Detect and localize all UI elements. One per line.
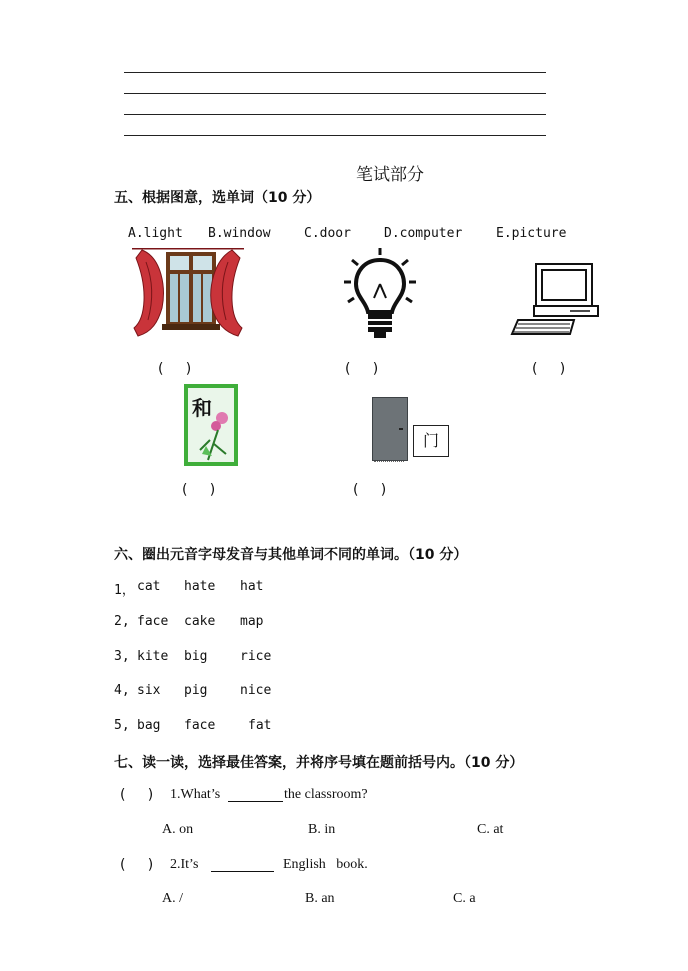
blank-window[interactable]: ( ) (158, 361, 192, 377)
q7-item-1-option-a[interactable]: A. on (162, 822, 194, 837)
light-bulb-image (340, 246, 420, 342)
q7-item-2-option-b[interactable]: B. an (305, 891, 335, 906)
q5-option-c: C.door (304, 226, 351, 241)
q7-heading: 七、读一读，选择最佳答案，并将序号填在题前括号内。（10 分） (114, 755, 524, 771)
q7-item-1-option-b[interactable]: B. in (308, 822, 336, 837)
q6-row-4-word-1[interactable]: six (137, 683, 161, 698)
q6-row-5-word-3[interactable]: fat (248, 718, 272, 733)
door-image (372, 397, 408, 461)
q6-row-2-word-2[interactable]: cake (184, 614, 216, 629)
q6-row-3-num: 3, (114, 649, 130, 664)
q6-row-1-num: 1， (114, 583, 135, 598)
q7-item-2-option-c[interactable]: C. a (453, 891, 476, 906)
q7-item-1-paren[interactable]: ( ) (120, 787, 154, 803)
q7-item-1-text-post: the classroom? (284, 787, 368, 802)
q6-row-3-word-3[interactable]: rice (240, 649, 272, 664)
window-image (132, 248, 244, 340)
answer-line-1 (124, 72, 546, 73)
section-title: 笔试部分 (356, 165, 424, 185)
q7-item-2-text-pre: 2.It’s (170, 857, 199, 872)
q7-item-1-text-pre: 1.What’s (170, 787, 221, 802)
q6-row-1-word-1[interactable]: cat (137, 579, 161, 594)
q5-option-a: A.light (128, 226, 183, 241)
blank-picture[interactable]: ( ) (182, 482, 216, 498)
q6-row-1-word-3[interactable]: hat (240, 579, 264, 594)
q7-item-2-paren[interactable]: ( ) (120, 857, 154, 873)
q6-heading: 六、圈出元音字母发音与其他单词不同的单词。（10 分） (114, 547, 468, 563)
q5-heading: 五、根据图意，选单词（10 分） (114, 190, 321, 206)
q6-row-2-word-1[interactable]: face (137, 614, 169, 629)
computer-image (510, 262, 600, 338)
q7-item-2-blank[interactable] (211, 871, 274, 872)
q7-item-2-option-a[interactable]: A. / (162, 891, 183, 906)
q6-row-4-word-3[interactable]: nice (240, 683, 272, 698)
q5-option-d: D.computer (384, 226, 463, 241)
q6-row-4-word-2[interactable]: pig (184, 683, 208, 698)
q6-row-5-num: 5, (114, 718, 130, 733)
q6-row-2-num: 2, (114, 614, 130, 629)
blank-computer[interactable]: ( ) (532, 361, 566, 377)
answer-line-3 (124, 114, 546, 115)
door-label-box: 门 (413, 425, 449, 457)
q7-item-2-text-post: English book. (283, 857, 368, 872)
blank-door[interactable]: ( ) (353, 482, 387, 498)
picture-calligraphy: 和 (192, 396, 212, 420)
q7-item-1-blank[interactable] (228, 801, 283, 802)
q6-row-1-word-2[interactable]: hate (184, 579, 216, 594)
q6-row-3-word-1[interactable]: kite (137, 649, 169, 664)
door-handle (399, 428, 403, 430)
q6-row-5-word-1[interactable]: bag (137, 718, 161, 733)
answer-line-4 (124, 135, 546, 136)
blank-light[interactable]: ( ) (345, 361, 379, 377)
q6-row-4-num: 4, (114, 683, 130, 698)
picture-image (184, 384, 238, 466)
door-caption (374, 461, 404, 465)
q5-option-b: B.window (208, 226, 271, 241)
q5-option-e: E.picture (496, 226, 567, 241)
q7-item-1-option-c[interactable]: C. at (477, 822, 504, 837)
q6-row-5-word-2[interactable]: face (184, 718, 216, 733)
q6-row-2-word-3[interactable]: map (240, 614, 264, 629)
q6-row-3-word-2[interactable]: big (184, 649, 208, 664)
answer-line-2 (124, 93, 546, 94)
